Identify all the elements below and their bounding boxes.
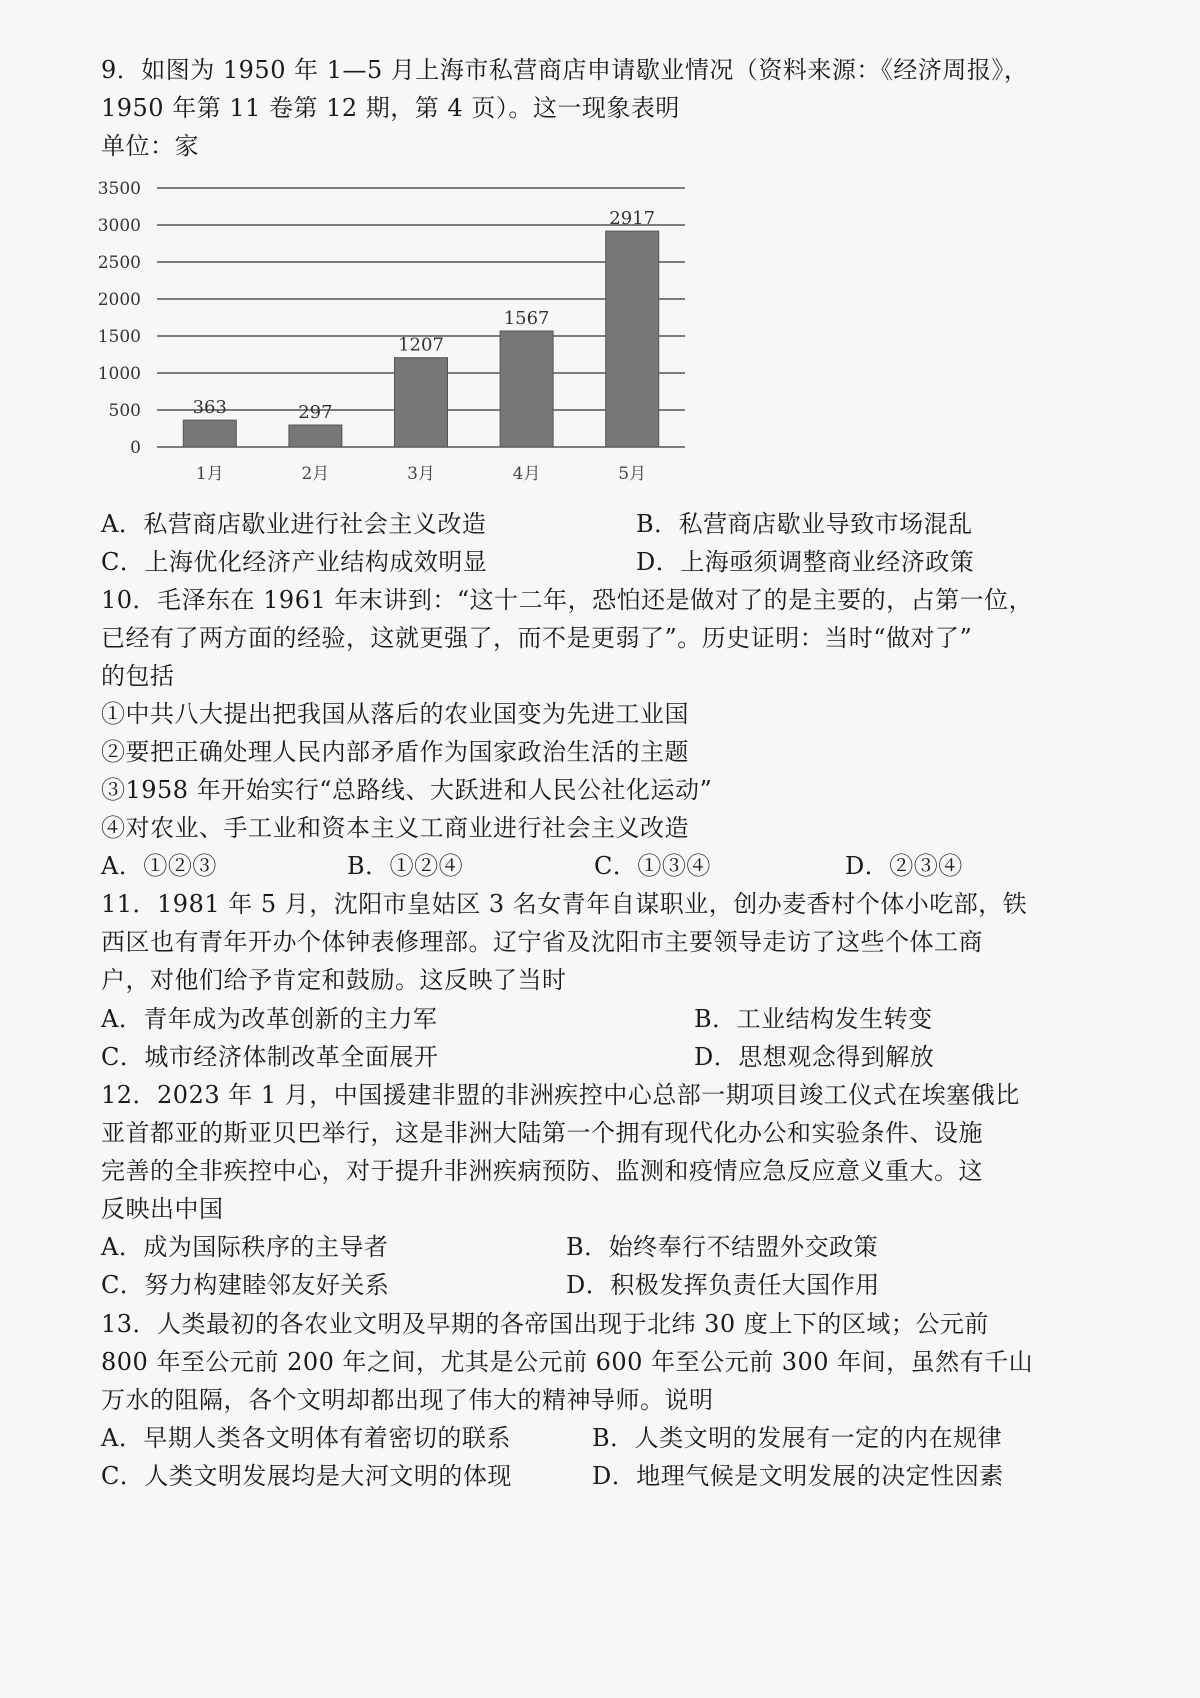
q10-stem-line-1: 10．毛泽东在 1961 年末讲到：“这十二年，恐怕还是做对了的是主要的，占第一位， — [101, 586, 1034, 614]
q10-item-1: ①中共八大提出把我国从落后的农业国变为先进工业国 — [101, 700, 689, 728]
bar — [183, 420, 236, 447]
y-tick-label: 1500 — [97, 327, 141, 347]
y-tick-label: 2000 — [97, 290, 141, 310]
q12-option-a[interactable]: A．成为国际秩序的主导者 — [101, 1233, 389, 1261]
y-tick-label: 1000 — [97, 364, 141, 384]
bar — [395, 358, 448, 447]
q10-stem-line-2: 已经有了两方面的经验，这就更强了，而不是更弱了”。历史证明：当时“做对了” — [101, 624, 973, 652]
q10-option-a[interactable]: A．①②③ — [101, 852, 217, 880]
q11-stem-line-1: 11．1981 年 5 月，沈阳市皇姑区 3 名女青年自谋职业，创办麦香村个体小吃部，铁 — [101, 890, 1028, 918]
q11-option-a[interactable]: A．青年成为改革创新的主力军 — [101, 1005, 438, 1033]
y-tick-label: 3500 — [97, 179, 141, 199]
q10-option-b[interactable]: B．①②④ — [347, 852, 464, 880]
x-category-label: 4月 — [512, 464, 541, 484]
q11-option-b[interactable]: B．工业结构发生转变 — [694, 1005, 933, 1033]
x-category-label: 2月 — [301, 464, 330, 484]
bar-value-label: 1207 — [398, 334, 444, 356]
q13-stem-line-2: 800 年至公元前 200 年之间，尤其是公元前 600 年至公元前 300 年间，虽然有千山 — [101, 1348, 1034, 1376]
bar — [606, 231, 659, 447]
bar-value-label: 2917 — [609, 208, 656, 230]
q10-item-2: ②要把正确处理人民内部矛盾作为国家政治生活的主题 — [101, 738, 689, 766]
q12-stem-line-3: 完善的全非疾控中心，对于提升非洲疾病预防、监测和疫情应急反应意义重大。这 — [101, 1157, 983, 1185]
q11-stem-line-2: 西区也有青年开办个体钟表修理部。辽宁省及沈阳市主要领导走访了这些个体工商 — [101, 928, 983, 956]
q9-option-b[interactable]: B．私营商店歇业导致市场混乱 — [636, 510, 973, 538]
q12-stem-line-1: 12．2023 年 1 月，中国援建非盟的非洲疾控中心总部一期项目竣工仪式在埃塞俄比 — [101, 1081, 1020, 1109]
q13-option-c[interactable]: C．人类文明发展均是大河文明的体现 — [101, 1462, 512, 1490]
q9-bar-chart — [95, 179, 745, 528]
x-category-label: 3月 — [407, 464, 435, 484]
q9-option-c[interactable]: C．上海优化经济产业结构成效明显 — [101, 548, 488, 576]
q12-option-d[interactable]: D．积极发挥负责任大国作用 — [566, 1271, 880, 1299]
q13-stem-line-3: 万水的阻隔，各个文明却都出现了伟大的精神导师。说明 — [101, 1386, 714, 1414]
bar-value-label: 297 — [298, 402, 333, 424]
y-tick-label: 0 — [130, 438, 141, 458]
bar-value-label: 1567 — [503, 308, 550, 330]
q11-option-d[interactable]: D．思想观念得到解放 — [694, 1043, 935, 1071]
q12-option-b[interactable]: B．始终奉行不结盟外交政策 — [566, 1233, 879, 1261]
q10-item-3: ③1958 年开始实行“总路线、大跃进和人民公社化运动” — [101, 776, 713, 804]
q9-stem-line-2: 1950 年第 11 卷第 12 期，第 4 页）。这一现象表明 — [101, 94, 680, 122]
x-category-label: 1月 — [195, 464, 224, 484]
q13-option-a[interactable]: A．早期人类各文明体有着密切的联系 — [101, 1424, 511, 1452]
q11-stem-line-3: 户，对他们给予肯定和鼓励。这反映了当时 — [101, 966, 567, 994]
q10-item-4: ④对农业、手工业和资本主义工商业进行社会主义改造 — [101, 814, 689, 842]
bar — [289, 425, 342, 447]
q11-option-c[interactable]: C．城市经济体制改革全面展开 — [101, 1043, 439, 1071]
q12-stem-line-4: 反映出中国 — [101, 1195, 224, 1223]
q13-stem-line-1: 13．人类最初的各农业文明及早期的各帝国出现于北纬 30 度上下的区域；公元前 — [101, 1310, 989, 1338]
q9-option-d[interactable]: D．上海亟须调整商业经济政策 — [636, 548, 975, 576]
y-tick-label: 3000 — [97, 216, 141, 236]
bar-chart-svg — [95, 179, 745, 528]
q13-option-b[interactable]: B．人类文明的发展有一定的内在规律 — [592, 1424, 1003, 1452]
q12-stem-line-2: 亚首都亚的斯亚贝巴举行，这是非洲大陆第一个拥有现代化办公和实验条件、设施 — [101, 1119, 983, 1147]
q13-option-d[interactable]: D．地理气候是文明发展的决定性因素 — [592, 1462, 1004, 1490]
q12-option-c[interactable]: C．努力构建睦邻友好关系 — [101, 1271, 390, 1299]
bar-value-label: 363 — [192, 397, 227, 419]
y-tick-label: 2500 — [97, 253, 141, 273]
q10-option-d[interactable]: D．②③④ — [845, 852, 963, 880]
q9-stem-line-1: 9．如图为 1950 年 1—5 月上海市私营商店申请歇业情况（资料来源：《经济周报》， — [101, 56, 1029, 84]
x-category-label: 5月 — [618, 464, 647, 484]
bar — [500, 331, 553, 447]
q9-unit-label: 单位：家 — [101, 132, 199, 160]
q9-option-a[interactable]: A．私营商店歇业进行社会主义改造 — [101, 510, 487, 538]
q10-stem-line-3: 的包括 — [101, 662, 175, 690]
y-tick-label: 500 — [108, 401, 141, 421]
q10-option-c[interactable]: C．①③④ — [594, 852, 711, 880]
